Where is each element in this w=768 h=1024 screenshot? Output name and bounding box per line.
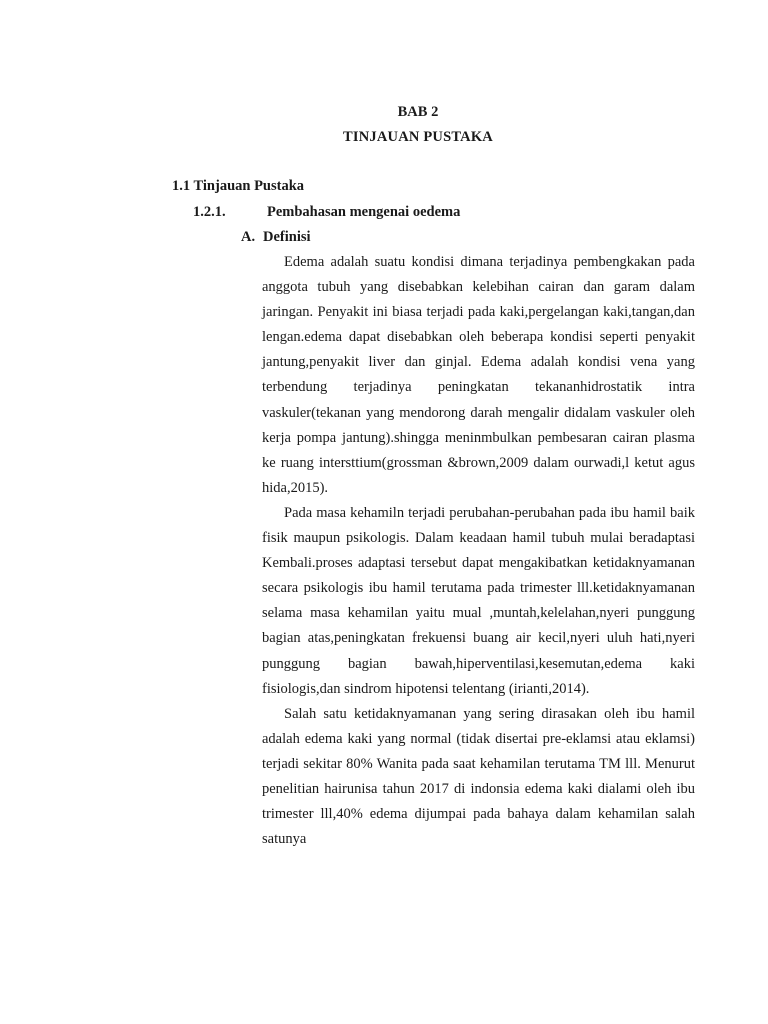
paragraph: Edema adalah suatu kondisi dimana terjadinya pembengkakan pada anggota tubuh yang disebabkan kelebihan cairan dan garam dalam jaringan. Penyakit ini biasa terjadi pada kaki,pergelangan kaki,tangan,dan lengan.edema dapat disebabkan oleh beberapa kondisi seperti penyakit jantung,penyakit liver dan ginjal. Edema adalah kondisi vena yang terbendung terjadinya peningkatan tekananhidrostatik intra vaskuler(tekanan yang mendorong darah mengalir didalam vaskuler oleh kerja pompa jantung).shingga meninmbulkan pembesaran cairan plasma ke ruang intersttium(grossman &brown,2009 dalam ourwadi,l ketut agus hida,2015). [262, 254, 695, 496]
chapter-number: BAB 2 [397, 104, 439, 120]
subsection-heading [193, 204, 460, 221]
chapter-title: TINJAUAN PUSTAKA [343, 129, 493, 145]
item-number: A. [241, 229, 256, 245]
body-text [262, 250, 695, 852]
subsection-number: 1.2.1. [193, 204, 226, 220]
paragraph: Pada masa kehamiln terjadi perubahan-perubahan pada ibu hamil baik fisik maupun psikologis. Dalam keadaan hamil tubuh mulai beradaptasi Kembali.proses adaptasi tersebut dapat mengakibatkan ketidaknyamanan secara psikologis ibu hamil terutama pada trimester lll.ketidaknyamanan selama masa kehamilan yaitu mual ,muntah,kelelahan,nyeri punggung bagian atas,peningkatan frekuensi buang air kecil,nyeri uluh hati,nyeri punggung bagian bawah,hiperventilasi,kesemutan,edema kaki fisiologis,dan sindrom hipotensi telentang (irianti,2014). [262, 504, 695, 697]
item-title: Definisi [263, 229, 311, 245]
paragraph: Salah satu ketidaknyamanan yang sering dirasakan oleh ibu hamil adalah edema kaki yang normal (tidak disertai pre-eklamsi atau eklamsi) terjadi sekitar 80% Wanita pada saat kehamilan terutama TM lll. Menurut penelitian hairunisa tahun 2017 di indonsia edema kaki dialami oleh ibu trimester lll,40% edema dijumpai pada bahaya dalam kehamilan salah satunya [262, 705, 695, 848]
item-heading [241, 229, 311, 246]
subsection-title: Pembahasan mengenai oedema [267, 204, 461, 220]
section-heading: 1.1 Tinjauan Pustaka [172, 178, 305, 194]
